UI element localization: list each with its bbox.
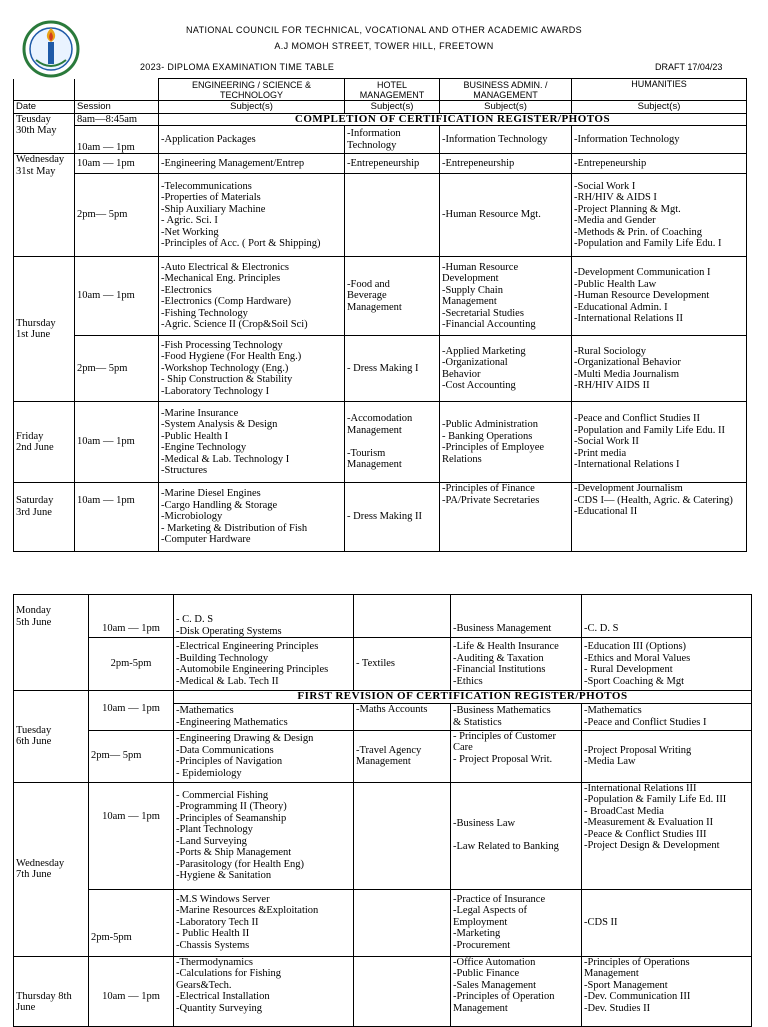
eng-subjects <box>159 336 345 402</box>
date-cell <box>14 595 89 691</box>
subject-line: -Population and Family Life Edu. I <box>574 238 722 249</box>
subject-line: Technology <box>347 139 397 151</box>
subject-line: - Marketing & Distribution of Fish <box>161 522 308 534</box>
subject-line: Development <box>442 273 499 284</box>
day-name: Wednesday <box>16 857 65 869</box>
eng-subjects <box>159 126 345 154</box>
subject-line: -Principles of Finance <box>442 483 535 494</box>
hum-subjects <box>572 336 747 402</box>
subject-line: -Maths Accounts <box>356 703 428 715</box>
hum-subjects <box>572 126 747 154</box>
section-banner: COMPLETION OF CERTIFICATION REGISTER/PHOTOS <box>159 113 747 126</box>
date-cell <box>14 483 75 552</box>
subject-line: -Auto Electrical & Electronics <box>161 261 289 273</box>
day-date: 1st June <box>16 329 51 340</box>
subject-line: Management <box>453 1002 508 1014</box>
day-name: Tuesday <box>16 724 52 736</box>
subject-line: -CDS II <box>584 916 618 928</box>
subject-line: -Public Health Law <box>574 278 657 290</box>
hotel-subjects <box>345 483 440 552</box>
hotel-subjects <box>345 257 440 336</box>
eng-subjects <box>174 638 354 691</box>
subject-line: -Fishing Technology <box>161 307 248 319</box>
hum-subjects <box>582 782 752 889</box>
subject-line: -Food and <box>347 278 390 290</box>
session-cell: 2pm— 5pm <box>89 730 174 782</box>
hum-subjects <box>582 889 752 956</box>
bus-subjects <box>451 956 582 1026</box>
subject-line: -Education III (Options) <box>584 641 687 652</box>
subject-line: -Entrepeneurship <box>574 157 647 169</box>
day-date: 6th June <box>16 736 52 748</box>
day-name: Friday <box>16 430 44 442</box>
bus-subjects <box>440 336 572 402</box>
subject-line: -International Relations I <box>574 459 680 471</box>
subject-line: -Public Health I <box>161 430 229 442</box>
eng-subjects <box>159 154 345 174</box>
day-date: 31st May <box>16 165 56 177</box>
subject-line: -Human Resource Mgt. <box>442 209 541 221</box>
subject-line: -Development Communication I <box>574 267 711 279</box>
subject-line: -Entrepeneurship <box>442 157 515 169</box>
hum-subjects <box>582 956 752 1026</box>
subject-line: -Population & Family Life Ed. III <box>584 794 727 805</box>
hotel-subjects <box>345 336 440 402</box>
subject-line: -Project Proposal Writing <box>584 744 692 756</box>
date-cell <box>14 154 75 257</box>
subject-line: -Marine Resources &Exploitation <box>176 905 319 917</box>
subject-line: -Engineering Drawing & Design <box>176 733 314 744</box>
subject-line: -Tourism <box>347 447 386 459</box>
date-cell <box>14 402 75 483</box>
subject-line: -Office Automation <box>453 956 536 968</box>
day-name: Wednesday <box>16 154 65 165</box>
subject-line: -PA/Private Secretaries <box>442 494 540 506</box>
day-name: Monday <box>16 605 51 616</box>
subject-line: -Plant Technology <box>176 824 253 835</box>
hum-subjects <box>582 638 752 691</box>
subject-line: -Business Law <box>453 818 516 830</box>
bus-subjects <box>451 730 582 782</box>
session-cell: 10am — 1pm <box>75 257 159 336</box>
eng-subjects <box>159 174 345 257</box>
subject-line: - Epidemiology <box>176 767 242 779</box>
session-cell: 10am — 1pm <box>89 782 174 889</box>
column-business: BUSINESS ADMIN. / MANAGEMENT <box>440 79 572 101</box>
subject-line: - Principles of Customer <box>453 730 556 742</box>
subject-line: -Media and Gender <box>574 215 656 226</box>
subject-line: -Laboratory Tech II <box>176 916 259 928</box>
subject-line: -Methods & Prin. of Coaching <box>574 226 703 238</box>
subject-line: -Secretarial Studies <box>442 307 524 319</box>
subject-line: -Life & Health Insurance <box>453 641 559 652</box>
hum-subjects <box>572 154 747 174</box>
subject-line: -Measurement & Evaluation II <box>584 817 714 828</box>
subject-line: -Cargo Handling & Storage <box>161 499 278 511</box>
subject-line: -Marine Diesel Engines <box>161 488 261 500</box>
subject-line: -Engineering Mathematics <box>176 716 288 728</box>
bus-subjects <box>451 638 582 691</box>
subject-line: -M.S Windows Server <box>176 893 270 905</box>
subject-line: -Human Resource <box>442 261 519 273</box>
subject-line: - Banking Operations <box>442 430 533 442</box>
subject-line: Management <box>442 296 497 307</box>
eng-subjects <box>159 483 345 552</box>
subject-line: Management <box>584 968 639 979</box>
session-cell: 2pm— 5pm <box>75 174 159 257</box>
subject-line: -Information <box>347 128 401 139</box>
session-cell: 10am — 1pm <box>75 483 159 552</box>
date-cell <box>14 257 75 402</box>
date-header: Date <box>14 101 75 114</box>
date-cell <box>14 782 89 956</box>
column-engineering: ENGINEERING / SCIENCE & TECHNOLOGY <box>159 79 345 101</box>
subject-line: -Educational II <box>574 506 638 517</box>
date-cell <box>14 691 89 783</box>
subject-line: Employment <box>453 916 508 928</box>
subject-line: -Principles of Acc. ( Port & Shipping) <box>161 238 321 249</box>
bus-subjects <box>440 126 572 154</box>
hum-subjects <box>572 257 747 336</box>
session-cell: 8am—8:45am <box>75 113 159 126</box>
subject-line: -Project Planning & Mgt. <box>574 203 681 215</box>
subject-line: -Fish Processing Technology <box>161 339 283 351</box>
day-date: 7th June <box>16 869 52 880</box>
subject-line: Management <box>356 756 411 767</box>
session-cell: 2pm-5pm <box>89 638 174 691</box>
subject-line: -C. D. S <box>584 622 619 634</box>
session-cell: 10am — 1pm <box>75 154 159 174</box>
subject-line: -Information Technology <box>442 133 548 145</box>
subject-line: -System Analysis & Design <box>161 419 278 430</box>
subject-line: -Travel Agency <box>356 744 422 756</box>
session-cell: 2pm-5pm <box>89 889 174 956</box>
subject-line: -Data Communications <box>176 744 274 756</box>
eng-subjects <box>174 730 354 782</box>
subject-line: - Dress Making I <box>347 362 419 374</box>
subject-line: -Automobile Engineering Principles <box>176 664 329 675</box>
subject-line: & Statistics <box>453 716 502 728</box>
hotel-subjects <box>345 402 440 483</box>
day-name: Thursday 8th <box>16 990 72 1002</box>
subject-line: Gears&Tech. <box>176 979 232 991</box>
subject-line: -Applied Marketing <box>442 345 526 357</box>
subject-line: -Sport Management <box>584 979 668 991</box>
subject-line: -Computer Hardware <box>161 534 251 546</box>
subject-line: -Engineering Management/Entrep <box>161 157 305 169</box>
bus-subjects <box>451 782 582 889</box>
council-address: A.J MOMOH STREET, TOWER HILL, FREETOWN <box>274 41 494 51</box>
subjects-header: Subject(s) <box>159 101 345 114</box>
day-date: 3rd June <box>16 506 52 518</box>
subject-line: -Accomodation <box>347 413 413 425</box>
subject-line: -Organizational <box>442 357 508 368</box>
subject-line: -Net Working <box>161 226 219 238</box>
subject-line: -Electrical Engineering Principles <box>176 641 319 652</box>
subject-line: -Quantity Surveying <box>176 1002 263 1014</box>
subject-line: -Social Work I <box>574 180 636 192</box>
subject-line: -Mathematics <box>176 705 234 716</box>
subject-line: -International Relations II <box>574 313 684 325</box>
bus-subjects <box>440 174 572 257</box>
subject-line: Relations <box>442 453 482 465</box>
subject-line: -Human Resource Development <box>574 290 710 302</box>
subject-line: Care <box>453 742 473 753</box>
session-cell: 10am — 1pm <box>89 595 174 638</box>
subject-line: - Commercial Fishing <box>176 789 269 801</box>
subject-line: - Project Proposal Writ. <box>453 753 553 765</box>
hotel-subjects <box>354 703 451 730</box>
subject-line: - Dress Making II <box>347 511 422 523</box>
subject-line: -Dev. Studies II <box>584 1002 651 1014</box>
bus-subjects <box>440 154 572 174</box>
subject-line: -Legal Aspects of <box>453 905 528 917</box>
subject-line: -Law Related to Banking <box>453 841 559 853</box>
subject-line: - Rural Development <box>584 664 673 675</box>
subject-line: -Electrical Installation <box>176 991 270 1002</box>
subject-line <box>347 436 437 448</box>
hotel-subjects <box>354 638 451 691</box>
subject-line: -Project Design & Development <box>584 840 720 851</box>
subject-line: - BroadCast Media <box>584 805 664 817</box>
subject-line: -Structures <box>161 465 208 476</box>
hotel-subjects <box>345 154 440 174</box>
subject-line: -Rural Sociology <box>574 345 647 357</box>
hotel-subjects <box>354 730 451 782</box>
column-humanities: HUMANITIES <box>572 79 747 101</box>
subject-line: -Workshop Technology (Eng.) <box>161 362 289 374</box>
subject-line: -Telecommunications <box>161 180 252 192</box>
subject-line: -Ethics and Moral Values <box>584 652 691 664</box>
day-date: June <box>16 1002 36 1013</box>
subject-line: -Development Journalism <box>574 483 683 494</box>
day-name: Teusday <box>16 113 51 125</box>
subject-line: -Application Packages <box>161 133 256 145</box>
hum-subjects <box>582 730 752 782</box>
subject-line: -Multi Media Journalism <box>574 368 679 380</box>
subject-line: -RH/HIV AIDS II <box>574 380 650 391</box>
date-cell <box>14 956 89 1026</box>
subjects-header: Subject(s) <box>345 101 440 114</box>
timetable-page-1 <box>13 78 747 552</box>
subject-line: -Marine Insurance <box>161 407 239 419</box>
session-cell: 2pm— 5pm <box>75 336 159 402</box>
eng-subjects <box>174 703 354 730</box>
subject-line: -Sport Coaching & Mgt <box>584 675 685 687</box>
subject-line: -Ship Auxiliary Machine <box>161 203 266 215</box>
session-cell: 10am — 1pm <box>75 402 159 483</box>
subjects-header: Subject(s) <box>572 101 747 114</box>
day-date: 5th June <box>16 616 52 628</box>
subject-line: -Disk Operating Systems <box>176 625 282 637</box>
bus-subjects <box>451 595 582 638</box>
hotel-subjects <box>354 889 451 956</box>
subject-line: -Organizational Behavior <box>574 357 681 368</box>
subject-line: -Supply Chain <box>442 284 503 296</box>
column-hotel: HOTEL MANAGEMENT <box>345 79 440 101</box>
subject-line: -Medical & Lab. Technology I <box>161 453 290 465</box>
subject-line: Management <box>347 459 402 471</box>
hum-subjects <box>572 174 747 257</box>
subject-line: -Sales Management <box>453 979 537 991</box>
subject-line: -Chassis Systems <box>176 939 250 951</box>
subject-line: -Business Management <box>453 622 552 634</box>
subject-line: -CDS I— (Health, Agric. & Catering) <box>574 494 733 506</box>
subject-line: -Engine Technology <box>161 442 247 453</box>
session-cell: 10am — 1pm <box>75 126 159 154</box>
subject-line: -Cost Accounting <box>442 380 516 391</box>
bus-subjects <box>451 703 582 730</box>
hotel-subjects <box>354 956 451 1026</box>
subject-line: Management <box>347 424 402 436</box>
subject-line: -Media Law <box>584 756 636 767</box>
bus-subjects <box>440 483 572 552</box>
subject-line: -Peace and Conflict Studies II <box>574 413 700 425</box>
subject-line: -Business Mathematics <box>453 705 551 716</box>
hum-subjects <box>572 483 747 552</box>
subject-line: -Principles of Employee <box>442 442 545 453</box>
day-name: Saturday <box>16 495 54 506</box>
eng-subjects <box>159 402 345 483</box>
subject-line: -Food Hygiene (For Health Eng.) <box>161 351 302 363</box>
subject-line: -Principles of Navigation <box>176 756 283 767</box>
subject-line: - C. D. S <box>176 614 214 625</box>
subject-line: -Electronics (Comp Hardware) <box>161 296 292 307</box>
session-header: Session <box>75 101 159 114</box>
subject-line: -Calculations for Fishing <box>176 968 281 979</box>
subject-line: -Procurement <box>453 939 511 951</box>
subject-line: -Peace and Conflict Studies I <box>584 716 707 728</box>
subject-line: -Properties of Materials <box>161 192 261 203</box>
subject-line: -Mathematics <box>584 705 642 716</box>
date-cell <box>14 113 75 154</box>
subject-line: -Parasitology (for Health Eng) <box>176 858 305 870</box>
eng-subjects <box>174 595 354 638</box>
subject-line: -Thermodynamics <box>176 956 253 968</box>
timetable-title: 2023- DIPLOMA EXAMINATION TIME TABLE <box>140 62 335 72</box>
subject-line: -Financial Accounting <box>442 319 536 330</box>
subject-line: -Public Administration <box>442 419 538 430</box>
section-banner: FIRST REVISION OF CERTIFICATION REGISTER/PHOTOS <box>174 691 752 704</box>
draft-date: DRAFT 17/04/23 <box>655 62 723 72</box>
subject-line: -Marketing <box>453 928 501 940</box>
subject-line: -Laboratory Technology I <box>161 385 270 397</box>
subject-line: -Principles of Operation <box>453 991 555 1002</box>
hotel-subjects <box>345 126 440 154</box>
subject-line: -Financial Institutions <box>453 664 546 675</box>
eng-subjects <box>174 889 354 956</box>
subject-line: -Information Technology <box>574 133 680 145</box>
session-cell: 10am — 1pm <box>89 691 174 731</box>
subject-line: Behavior <box>442 368 481 380</box>
subject-line: -Print media <box>574 447 627 459</box>
bus-subjects <box>451 889 582 956</box>
subject-line: -International Relations III <box>584 782 697 794</box>
subject-line: -Entrepeneurship <box>347 157 420 169</box>
subject-line: -Medical & Lab. Tech II <box>176 675 279 687</box>
hum-subjects <box>582 595 752 638</box>
subjects-header: Subject(s) <box>440 101 572 114</box>
subject-line: -Microbiology <box>161 511 223 523</box>
subject-line: -Principles of Operations <box>584 956 690 968</box>
session-cell: 10am — 1pm <box>89 956 174 1026</box>
subject-line: -Electronics <box>161 284 212 296</box>
subject-line: -Public Finance <box>453 968 520 979</box>
subject-line: -Educational Admin. I <box>574 301 668 313</box>
day-date: 30th May <box>16 125 57 136</box>
subject-line: -Practice of Insurance <box>453 893 546 905</box>
subject-line: -Ports & Ship Management <box>176 847 292 858</box>
subject-line: -Auditing & Taxation <box>453 652 544 664</box>
subject-line: -Social Work II <box>574 436 639 448</box>
subject-line: -Hygiene & Sanitation <box>176 870 272 881</box>
subject-line: -Agric. Science II (Crop&Soil Sci) <box>161 319 308 330</box>
hotel-subjects <box>354 595 451 638</box>
subject-line: - Agric. Sci. I <box>161 215 218 226</box>
bus-subjects <box>440 257 572 336</box>
hotel-subjects <box>345 174 440 257</box>
council-name: NATIONAL COUNCIL FOR TECHNICAL, VOCATIONAL AND OTHER ACADEMIC AWARDS <box>185 25 583 35</box>
subject-line: -Population and Family Life Edu. II <box>574 424 726 436</box>
hotel-subjects <box>354 782 451 889</box>
hum-subjects <box>572 402 747 483</box>
eng-subjects <box>159 257 345 336</box>
subject-line: -Land Surveying <box>176 835 247 847</box>
subject-line: Management <box>347 301 402 313</box>
bus-subjects <box>440 402 572 483</box>
subject-line: - Public Health II <box>176 928 250 940</box>
eng-subjects <box>174 782 354 889</box>
subject-line: -Principles of Seamanship <box>176 812 287 824</box>
hum-subjects <box>582 703 752 730</box>
subject-line: -Peace & Conflict Studies III <box>584 828 707 840</box>
subject-line: Beverage <box>347 290 387 302</box>
subject-line: -RH/HIV & AIDS I <box>574 192 657 203</box>
subject-line: - Ship Construction & Stability <box>161 374 293 386</box>
subject-line: - Textiles <box>356 658 396 670</box>
eng-subjects <box>174 956 354 1026</box>
subject-line <box>453 830 579 842</box>
subject-line: -Mechanical Eng. Principles <box>161 273 281 284</box>
subject-line: -Dev. Communication III <box>584 991 691 1002</box>
subject-line: -Programming II (Theory) <box>176 801 287 812</box>
timetable-page-2 <box>13 594 752 1027</box>
subject-line: -Building Technology <box>176 652 269 664</box>
subject-line: -Ethics <box>453 675 483 687</box>
day-date: 2nd June <box>16 442 54 453</box>
day-name: Thursday <box>16 317 56 329</box>
